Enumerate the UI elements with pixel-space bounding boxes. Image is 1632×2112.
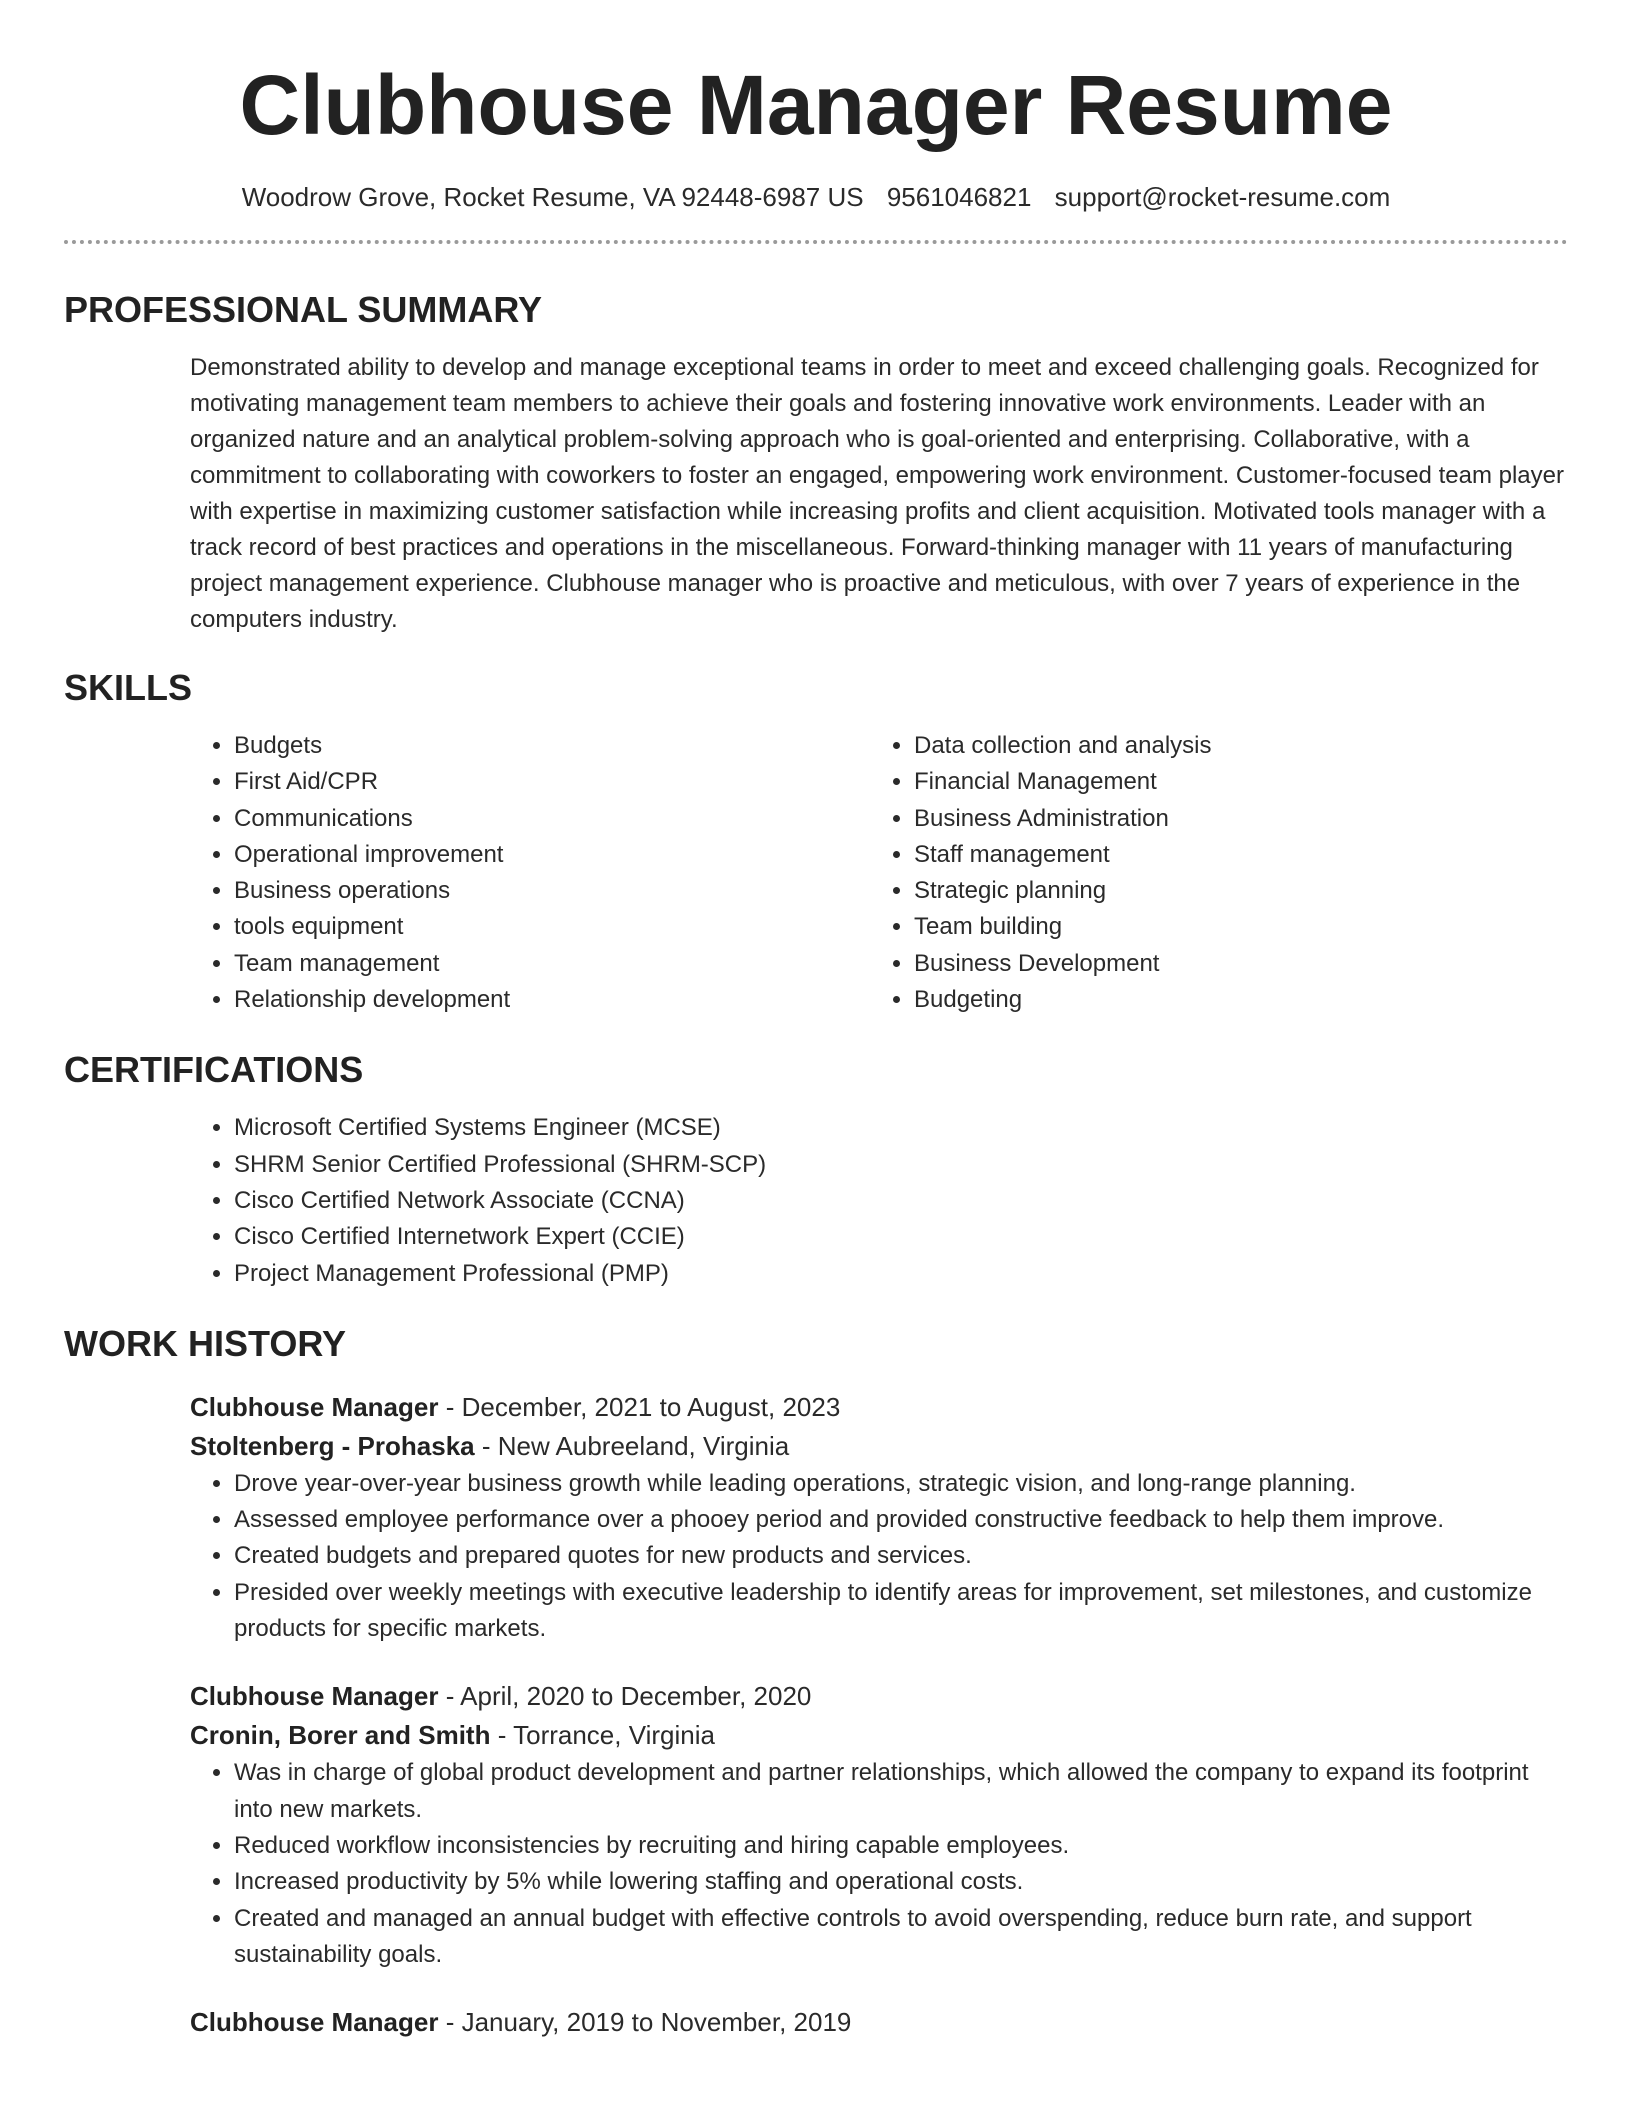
contact-line [64,180,1568,214]
job-bullet: • Assessed employee performance over a phooey period and provided constructive feedback to help them improve. [234,1502,1568,1538]
job-dates: - December, 2021 to August, 2023 [438,1391,841,1422]
skill-item: • tools equipment [234,909,870,945]
skill-item: • Communications [234,801,870,837]
job-company-line [190,1427,1568,1466]
skill-item: • Staff management [914,837,1550,873]
job-bullet: • Was in charge of global product development and partner relationships, which allowed the company to expand its footprint into new markets. [234,1755,1568,1828]
job-bullets [190,1755,1568,1973]
summary-heading: PROFESSIONAL SUMMARY [64,289,543,330]
certification-item: • Cisco Certified Internetwork Expert (CCIE) [234,1219,1568,1255]
job-dates: - January, 2019 to November, 2019 [438,2007,852,2038]
job-entry [190,1677,1568,1973]
job-bullet: • Increased productivity by 5% while lowering staffing and operational costs. [234,1864,1568,1900]
job-bullet: • Presided over weekly meetings with executive leadership to identify areas for improvement, set milestones, and customize products for specific markets. [234,1575,1568,1648]
job-title-line [190,1388,1568,1427]
skill-item: • First Aid/CPR [234,764,870,800]
job-location: - Torrance, Virginia [490,1720,715,1751]
contact-address: Woodrow Grove, Rocket Resume, VA 92448-6987 US [241,182,864,212]
job-title-line [190,2003,1568,2042]
job-company: Stoltenberg - Prohaska [190,1430,475,1461]
skill-item: • Business operations [234,873,870,909]
summary-text: Demonstrated ability to develop and manage exceptional teams in order to meet and exceed challenging goals. Recognized for motivating management team members to achieve their goals and fostering innovative work environments. Leader with an organized nature and an analytical problem-solving approach who is goal-oriented and enterprising. Collaborative, with a commitment to collaborating with coworkers to foster an engaged, empowering work environment. Customer-focused team player with expertise in maximizing customer satisfaction while increasing profits and client acquisition. Motivated tools manager with a track record of best practices and operations in the miscellaneous. Forward-thinking manager with 11 years of manufacturing project management experience. Clubhouse manager who is proactive and meticulous, with over 7 years of experience in the computers industry. [190,354,1564,633]
job-company-line [190,1716,1568,1755]
job-title: Clubhouse Manager [190,1681,439,1712]
certification-item: • Project Management Professional (PMP) [234,1256,1568,1292]
skill-item: • Business Administration [914,801,1550,837]
certifications-list [190,1110,1568,1291]
contact-email: support@rocket-resume.com [1054,182,1391,212]
certifications-heading: CERTIFICATIONS [64,1049,364,1091]
skill-item: • Operational improvement [234,837,870,873]
work-history-heading: WORK HISTORY [64,1322,347,1364]
certification-item: • Microsoft Certified Systems Engineer (MCSE) [234,1110,1568,1146]
skills-column-right [870,728,1550,1018]
skill-item: • Budgets [234,728,870,764]
skill-item: • Business Development [914,946,1550,982]
skill-item: • Team management [234,946,870,982]
job-company: Cronin, Borer and Smith [190,1720,491,1751]
job-entry [190,2003,1568,2042]
job-title: Clubhouse Manager [190,1391,439,1422]
certifications-block [190,1110,1568,1291]
skills-column-left [190,728,870,1018]
contact-phone: 9561046821 [886,182,1032,212]
skills-columns [190,728,1568,1018]
skills-heading: SKILLS [64,667,193,708]
job-dates: - April, 2020 to December, 2020 [438,1681,812,1712]
skill-item: • Strategic planning [914,873,1550,909]
job-entry [190,1388,1568,1647]
job-title: Clubhouse Manager [190,2007,439,2038]
resume-page [64,0,1568,2042]
skill-item: • Budgeting [914,982,1550,1018]
skill-item: • Relationship development [234,982,870,1018]
job-bullet: • Drove year-over-year business growth while leading operations, strategic vision, and long-range planning. [234,1466,1568,1502]
job-bullet: • Created budgets and prepared quotes for new products and services. [234,1538,1568,1574]
skill-item: • Data collection and analysis [914,728,1550,764]
job-bullets [190,1466,1568,1647]
job-bullet: • Created and managed an annual budget with effective controls to avoid overspending, reduce burn rate, and support sustainability goals. [234,1901,1568,1974]
skills-list-left [190,728,870,1018]
skill-item: • Team building [914,909,1550,945]
job-location: - New Aubreeland, Virginia [474,1430,790,1461]
job-bullet: • Reduced workflow inconsistencies by recruiting and hiring capable employees. [234,1828,1568,1864]
resume-title: Clubhouse Manager Resume [239,58,1393,152]
header-divider [64,240,1568,244]
certification-item: • Cisco Certified Network Associate (CCNA) [234,1183,1568,1219]
skills-list-right [870,728,1550,1018]
skill-item: • Financial Management [914,764,1550,800]
certification-item: • SHRM Senior Certified Professional (SHRM-SCP) [234,1147,1568,1183]
job-title-line [190,1677,1568,1716]
